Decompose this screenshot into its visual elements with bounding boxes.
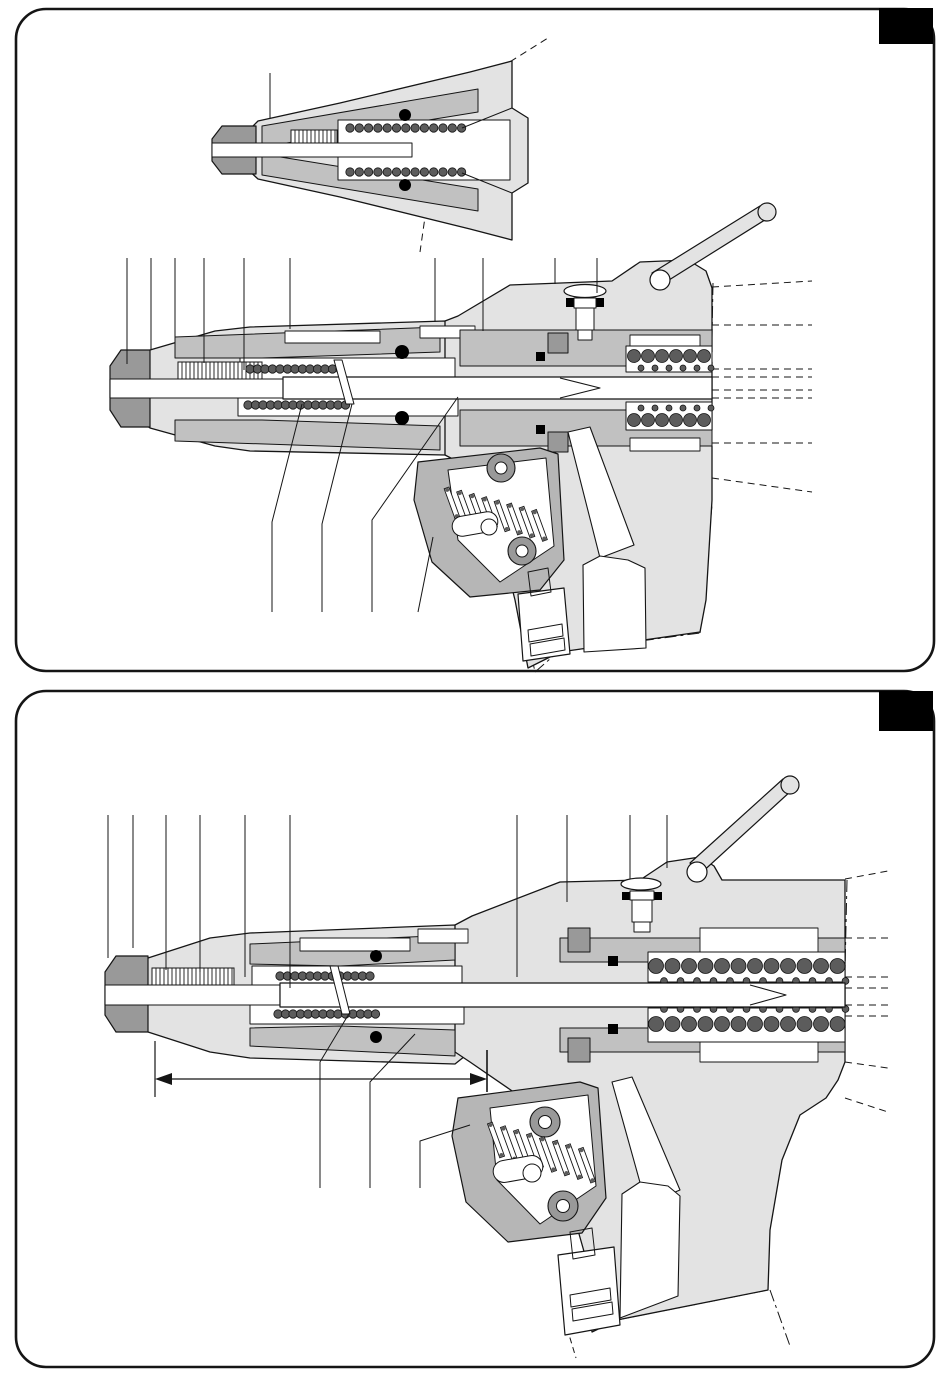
seal-black: [608, 1024, 618, 1034]
recoil-spring-bottom-coil: [680, 405, 686, 411]
recoil-spring-bottom-coil: [814, 1017, 829, 1032]
screw-tip: [578, 330, 592, 340]
recoil-spring-top-coil: [764, 959, 779, 974]
recoil-spring-bottom-coil: [797, 1017, 812, 1032]
recoil-spring-bottom-coil: [715, 1017, 730, 1032]
muzzle-detail-spring-coil: [346, 124, 354, 132]
muzzle-detail-spring-coil: [374, 168, 382, 176]
recoil-spring-bottom-coil: [649, 1017, 664, 1032]
receiver-pocket: [700, 928, 818, 952]
recoil-spring-bottom-coil: [698, 1017, 713, 1032]
muzzle-detail-spring-coil: [402, 168, 410, 176]
pedestal: [583, 556, 646, 652]
muzzle-detail-spring-coil: [448, 168, 456, 176]
recoil-spring-top-coil: [642, 350, 655, 363]
recoil-spring-top-coil: [781, 959, 796, 974]
corner-marker: [879, 691, 933, 731]
recoil-spring-top-coil: [748, 959, 763, 974]
recoil-spring-top-coil: [797, 959, 812, 974]
barrel-spring-top-coil: [366, 972, 374, 980]
recoil-spring-bottom-coil: [708, 405, 714, 411]
screw-collar: [574, 298, 596, 308]
muzzle-detail-spring-coil: [392, 124, 400, 132]
muzzle-detail-spring-coil: [411, 124, 419, 132]
figure-panel-top: [16, 8, 934, 672]
recoil-spring-bottom-coil: [666, 405, 672, 411]
breech-block: [548, 432, 568, 452]
recoil-spring-bottom-coil: [698, 414, 711, 427]
receiver-pocket: [630, 438, 700, 451]
breech-block: [568, 1038, 590, 1062]
recoil-spring-top-coil: [656, 350, 669, 363]
muzzle-detail-spring-coil: [439, 124, 447, 132]
recoil-spring-bottom-coil: [628, 414, 641, 427]
recoil-spring-bottom-coil: [642, 414, 655, 427]
pedestal: [620, 1182, 680, 1318]
breech-block: [548, 333, 568, 353]
screw-tip: [634, 922, 650, 932]
recoil-spring-top-coil: [698, 959, 713, 974]
recoil-spring-top-coil: [694, 365, 700, 371]
recoil-spring-top-coil: [649, 959, 664, 974]
recoil-spring-top-coil: [665, 959, 680, 974]
muzzle-detail-spring-coil: [448, 124, 456, 132]
recoil-spring-bottom-coil: [638, 405, 644, 411]
recoil-spring-top-coil: [682, 959, 697, 974]
muzzle-detail-spring-coil: [439, 168, 447, 176]
recoil-spring-bottom-coil: [665, 1017, 680, 1032]
recoil-spring-bottom-coil: [656, 414, 669, 427]
muzzle-detail-spring-coil: [355, 168, 363, 176]
muzzle-detail-spring-coil: [420, 168, 428, 176]
recoil-spring-top-coil: [628, 350, 641, 363]
bore: [110, 379, 285, 398]
muzzle-detail-spring-coil: [411, 168, 419, 176]
o-ring: [399, 109, 411, 121]
recoil-spring-top-coil: [680, 365, 686, 371]
muzzle-detail-bore: [212, 143, 412, 157]
barrel-spring-top: [276, 972, 374, 980]
barrel-spring-bottom-coil: [371, 1010, 379, 1018]
housing-pocket: [418, 929, 468, 943]
seal-black: [608, 956, 618, 966]
trigger-pivot-hole: [516, 545, 528, 557]
recoil-spring-bottom-coil: [694, 405, 700, 411]
muzzle-detail-spring-coil: [457, 124, 465, 132]
recoil-spring-bottom-coil: [781, 1017, 796, 1032]
recoil-spring-top-coil: [698, 350, 711, 363]
trigger-pivot-hole: [557, 1200, 570, 1213]
corner-marker: [879, 8, 933, 44]
o-ring: [370, 950, 382, 962]
lever-knob: [758, 203, 776, 221]
muzzle-detail-spring-coil: [383, 168, 391, 176]
muzzle-detail-spring-coil: [430, 168, 438, 176]
housing-pocket: [285, 331, 380, 343]
recoil-spring-top-coil: [670, 350, 683, 363]
screw-seal: [654, 892, 662, 900]
muzzle-detail-spring-coil: [364, 168, 372, 176]
o-ring: [395, 345, 409, 359]
o-ring: [370, 1031, 382, 1043]
muzzle-detail-spring-coil: [457, 168, 465, 176]
figure-panel-bottom: [16, 691, 934, 1367]
trigger-slot-hole: [523, 1164, 541, 1182]
recoil-spring-top-coil: [814, 959, 829, 974]
screw-head: [564, 285, 606, 298]
recoil-spring-bottom-coil: [731, 1017, 746, 1032]
muzzle-detail-spring-coil: [402, 124, 410, 132]
screw-body: [632, 900, 652, 922]
muzzle-detail-spring-coil: [346, 168, 354, 176]
barrel-spring-top: [246, 365, 344, 373]
muzzle-detail-spring-coil: [355, 124, 363, 132]
screw-body: [576, 308, 594, 330]
bore: [105, 985, 280, 1005]
recoil-spring-bottom-coil: [748, 1017, 763, 1032]
trigger-pivot-hole: [539, 1116, 552, 1129]
recoil-spring-bottom-coil: [670, 414, 683, 427]
o-ring: [395, 411, 409, 425]
muzzle-detail-spring-coil: [430, 124, 438, 132]
trigger-pivot-hole: [495, 462, 507, 474]
muzzle-detail-spring-coil: [364, 124, 372, 132]
muzzle-detail-spring-coil: [392, 168, 400, 176]
recoil-spring-top-coil: [684, 350, 697, 363]
breech-block: [568, 928, 590, 952]
recoil-spring-top-coil: [638, 365, 644, 371]
screw-head: [621, 878, 661, 890]
piston-channel: [280, 983, 845, 1007]
recoil-spring-top-coil: [652, 365, 658, 371]
lever-pivot: [687, 862, 707, 882]
recoil-spring-top-coil: [666, 365, 672, 371]
lever-pivot: [650, 270, 670, 290]
recoil-spring-bottom-coil: [682, 1017, 697, 1032]
recoil-spring-top-coil: [731, 959, 746, 974]
lever-knob: [781, 776, 799, 794]
trigger-slot-hole: [481, 519, 497, 535]
o-ring: [399, 179, 411, 191]
recoil-spring-bottom-coil: [684, 414, 697, 427]
muzzle-detail-spring-coil: [374, 124, 382, 132]
muzzle-detail-spring-coil: [420, 124, 428, 132]
recoil-spring-bottom-coil: [830, 1017, 845, 1032]
screw-collar: [630, 891, 654, 900]
muzzle-detail-spring-coil: [383, 124, 391, 132]
seal-black: [536, 352, 545, 361]
recoil-spring-bottom-coil: [652, 405, 658, 411]
seal-black: [536, 425, 545, 434]
screw-seal: [622, 892, 630, 900]
recoil-spring-top-coil: [708, 365, 714, 371]
recoil-spring-bottom-coil: [764, 1017, 779, 1032]
recoil-spring-top-coil: [715, 959, 730, 974]
recoil-spring-top-coil: [830, 959, 845, 974]
housing-pocket: [300, 938, 410, 951]
